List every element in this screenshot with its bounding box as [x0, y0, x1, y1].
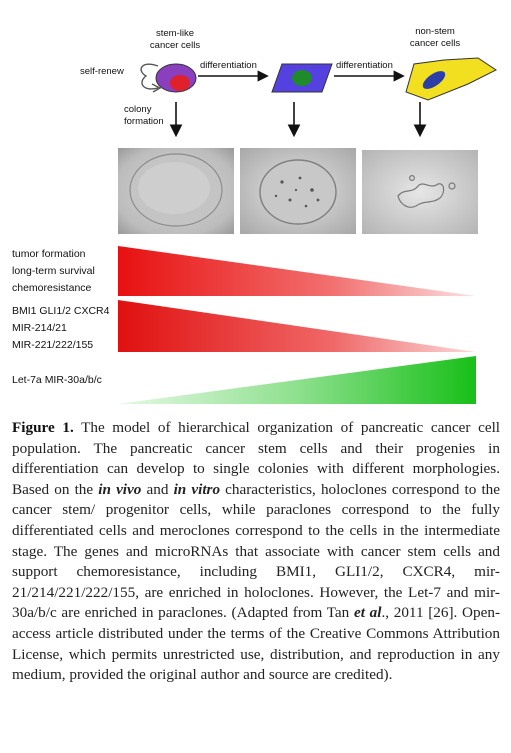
differentiation-label-2: differentiation: [336, 60, 393, 71]
nonstem-label: non-stem cancer cells: [409, 26, 461, 49]
caption-label: Figure 1.: [12, 419, 74, 436]
self-renew-label: self-renew: [80, 66, 124, 77]
holoclone-colony-inner: [138, 162, 210, 214]
row-label-tumor-formation: tumor formation: [12, 248, 86, 260]
intermediate-cell-nucleus: [292, 70, 312, 86]
red-wedge-1: [118, 246, 476, 296]
nonstem-cell: [406, 58, 496, 100]
caption-text-1: The model of hierarchical organization of pancreatic cancer cell population. The pancreatic cancer stem cells and their progenies in differentiation can develop to single colonies with different morphologies. Based on the: [12, 419, 501, 498]
paraclone-photo: [362, 150, 478, 234]
row-label-mir-221: MIR-221/222/155: [12, 339, 94, 351]
caption-in-vitro: in vitro: [173, 480, 221, 498]
figure-caption: [12, 418, 500, 686]
row-label-genes: BMI1 GLI1/2 CXCR4: [12, 305, 110, 317]
caption-text-2: characteristics, holoclones correspond to the cancer stem/ progenitor cells, while paraclones correspond to the fully differentiated cells and meroclones correspond to the cells in the intermediate stage. The genes and microRNAs that associate with cancer stem cells and support chemoresistance, including BMI1, GLI1/2, CXCR4, mir-21/214/221/222/155, are enriched in holoclones. However, the Let-7 and mir-30a/b/c are enriched in paraclones. (Adapted from Tan: [12, 480, 500, 622]
colony-formation-label: colony formation: [124, 104, 164, 127]
stem-cell-nucleus: [170, 75, 190, 91]
green-wedge: [118, 356, 476, 404]
row-label-chemoresistance: chemoresistance: [12, 282, 92, 294]
caption-text-3: ., 2011 [26]. Open-access article distributed under the terms of the Creative Commons Attribution License, which permits unrestricted use, distribution, and reproduction in any medium, provided the original author and source are credited).: [12, 604, 501, 684]
differentiation-label-1: differentiation: [200, 60, 257, 71]
caption-et-al: et al: [353, 604, 382, 622]
row-label-let7: Let-7a MIR-30a/b/c: [12, 374, 102, 386]
caption-in-vivo: in vivo: [98, 480, 142, 498]
red-wedge-2: [118, 300, 476, 352]
caption-and: and: [141, 480, 174, 498]
stem-label: stem-like cancer cells: [149, 28, 201, 51]
row-label-long-term-survival: long-term survival: [12, 265, 95, 277]
meroclone-colony: [260, 160, 336, 224]
row-label-mir-214: MIR-214/21: [12, 322, 67, 334]
